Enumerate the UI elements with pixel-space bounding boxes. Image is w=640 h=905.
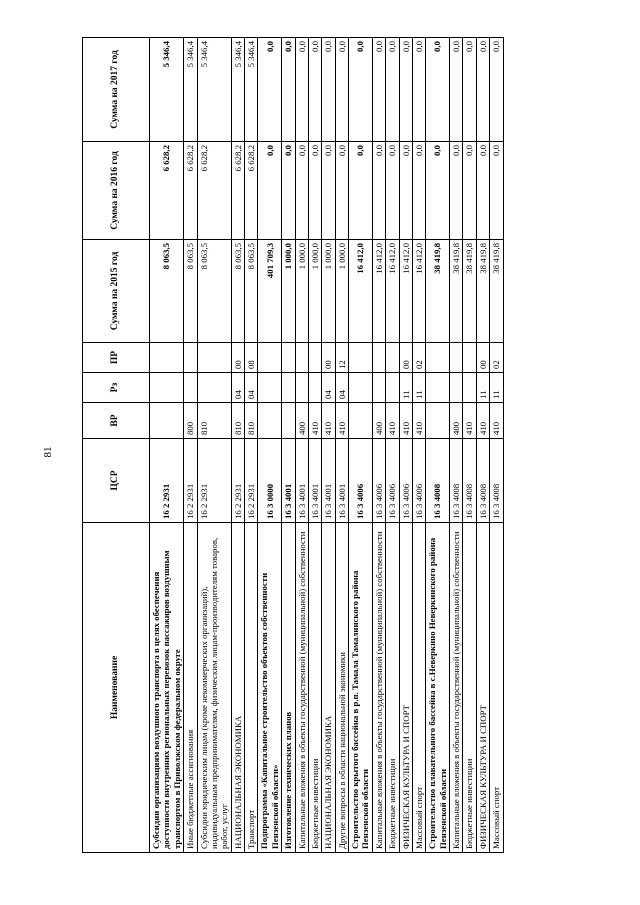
cell-sum-2016: 0,0 bbox=[282, 142, 295, 240]
cell-sum-2015: 16 412,0 bbox=[399, 240, 412, 343]
cell-sum-2017: 5 346,4 bbox=[245, 38, 258, 142]
cell-csr: 16 3 4001 bbox=[322, 439, 335, 523]
cell-name: Строительство плавательного бассейна в с.Неверкино Неверкинского района Пензенской области bbox=[426, 523, 450, 853]
column-header-csr: ЦСР bbox=[83, 439, 150, 523]
cell-csr: 16 2 2931 bbox=[231, 439, 244, 523]
cell-sum-2015: 38 419,8 bbox=[463, 240, 476, 343]
cell-vr: 410 bbox=[399, 403, 412, 439]
table-row bbox=[322, 38, 335, 853]
page-number: 81 bbox=[42, 446, 54, 458]
cell-csr: 16 3 4001 bbox=[335, 439, 348, 523]
cell-pr bbox=[372, 343, 385, 373]
cell-sum-2016: 0,0 bbox=[308, 142, 321, 240]
cell-vr: 410 bbox=[412, 403, 425, 439]
cell-sum-2015: 8 063,5 bbox=[197, 240, 231, 343]
cell-sum-2015: 1 000,0 bbox=[295, 240, 308, 343]
cell-csr: 16 3 4001 bbox=[295, 439, 308, 523]
cell-vr: 400 bbox=[372, 403, 385, 439]
cell-rz bbox=[308, 373, 321, 403]
cell-sum-2017: 0,0 bbox=[386, 38, 399, 142]
cell-sum-2017: 0,0 bbox=[412, 38, 425, 142]
cell-csr: 16 3 4008 bbox=[426, 439, 450, 523]
cell-sum-2017: 0,0 bbox=[349, 38, 373, 142]
cell-sum-2016: 0,0 bbox=[335, 142, 348, 240]
cell-sum-2016: 0,0 bbox=[426, 142, 450, 240]
cell-vr: 810 bbox=[245, 403, 258, 439]
cell-rz bbox=[426, 373, 450, 403]
table-row bbox=[295, 38, 308, 853]
table-row bbox=[386, 38, 399, 853]
cell-name: Транспорт bbox=[245, 523, 258, 853]
cell-vr: 410 bbox=[476, 403, 489, 439]
cell-rz bbox=[282, 373, 295, 403]
table-row bbox=[372, 38, 385, 853]
budget-table bbox=[82, 37, 504, 853]
table-row bbox=[412, 38, 425, 853]
cell-sum-2016: 0,0 bbox=[322, 142, 335, 240]
cell-sum-2017: 0,0 bbox=[308, 38, 321, 142]
table-row bbox=[258, 38, 282, 853]
cell-sum-2017: 0,0 bbox=[450, 38, 463, 142]
table-row bbox=[150, 38, 184, 853]
cell-sum-2016: 0,0 bbox=[476, 142, 489, 240]
cell-pr bbox=[463, 343, 476, 373]
cell-name: Капитальные вложения в объекты государственной (муниципальной) собственности bbox=[372, 523, 385, 853]
cell-sum-2015: 8 063,5 bbox=[231, 240, 244, 343]
cell-sum-2015: 1 000,0 bbox=[335, 240, 348, 343]
cell-rz bbox=[184, 373, 197, 403]
cell-name: Массовый спорт bbox=[412, 523, 425, 853]
cell-pr: 00 bbox=[476, 343, 489, 373]
cell-name: Изготовление технических планов bbox=[282, 523, 295, 853]
cell-sum-2015: 401 709,3 bbox=[258, 240, 282, 343]
cell-rz bbox=[450, 373, 463, 403]
cell-sum-2016: 0,0 bbox=[295, 142, 308, 240]
cell-vr: 410 bbox=[335, 403, 348, 439]
cell-pr bbox=[426, 343, 450, 373]
cell-sum-2015: 38 419,8 bbox=[450, 240, 463, 343]
cell-sum-2017: 0,0 bbox=[282, 38, 295, 142]
cell-rz: 04 bbox=[322, 373, 335, 403]
cell-csr: 16 3 4006 bbox=[399, 439, 412, 523]
cell-rz bbox=[258, 373, 282, 403]
cell-vr: 810 bbox=[231, 403, 244, 439]
cell-rz bbox=[295, 373, 308, 403]
cell-vr bbox=[426, 403, 450, 439]
cell-sum-2016: 0,0 bbox=[258, 142, 282, 240]
cell-sum-2016: 0,0 bbox=[412, 142, 425, 240]
cell-name: Бюджетные инвестиции bbox=[308, 523, 321, 853]
cell-vr bbox=[150, 403, 184, 439]
cell-rz bbox=[349, 373, 373, 403]
cell-vr: 400 bbox=[295, 403, 308, 439]
cell-vr: 410 bbox=[322, 403, 335, 439]
cell-pr: 00 bbox=[322, 343, 335, 373]
cell-csr: 16 3 4008 bbox=[490, 439, 503, 523]
cell-name: Капитальные вложения в объекты государственной (муниципальной) собственности bbox=[295, 523, 308, 853]
cell-sum-2016: 6 628,2 bbox=[150, 142, 184, 240]
cell-sum-2016: 0,0 bbox=[463, 142, 476, 240]
cell-sum-2016: 0,0 bbox=[450, 142, 463, 240]
cell-sum-2016: 6 628,2 bbox=[231, 142, 244, 240]
cell-rz: 11 bbox=[399, 373, 412, 403]
cell-sum-2017: 0,0 bbox=[295, 38, 308, 142]
cell-sum-2017: 0,0 bbox=[463, 38, 476, 142]
cell-name: ФИЗИЧЕСКАЯ КУЛЬТУРА И СПОРТ bbox=[399, 523, 412, 853]
cell-vr bbox=[349, 403, 373, 439]
cell-pr: 02 bbox=[412, 343, 425, 373]
cell-sum-2015: 1 000,0 bbox=[282, 240, 295, 343]
cell-sum-2017: 0,0 bbox=[322, 38, 335, 142]
cell-pr bbox=[258, 343, 282, 373]
table-row bbox=[426, 38, 450, 853]
table-row bbox=[349, 38, 373, 853]
cell-sum-2016: 0,0 bbox=[372, 142, 385, 240]
cell-sum-2017: 0,0 bbox=[258, 38, 282, 142]
cell-rz bbox=[150, 373, 184, 403]
cell-name: Строительство крытого бассейна в р.п. Тамала Тамалинского района Пензенской области bbox=[349, 523, 373, 853]
cell-sum-2015: 16 412,0 bbox=[412, 240, 425, 343]
cell-vr bbox=[282, 403, 295, 439]
table-row bbox=[450, 38, 463, 853]
cell-rz bbox=[463, 373, 476, 403]
cell-sum-2017: 0,0 bbox=[426, 38, 450, 142]
cell-rz bbox=[386, 373, 399, 403]
cell-sum-2016: 6 628,2 bbox=[245, 142, 258, 240]
cell-sum-2017: 5 346,4 bbox=[150, 38, 184, 142]
cell-sum-2015: 38 419,8 bbox=[490, 240, 503, 343]
table-row bbox=[184, 38, 197, 853]
cell-pr bbox=[308, 343, 321, 373]
cell-name: Иные бюджетные ассигнования bbox=[184, 523, 197, 853]
cell-sum-2017: 5 346,4 bbox=[184, 38, 197, 142]
cell-rz: 04 bbox=[335, 373, 348, 403]
cell-sum-2016: 0,0 bbox=[490, 142, 503, 240]
column-header-rz: Рз bbox=[83, 373, 150, 403]
cell-pr bbox=[197, 343, 231, 373]
cell-sum-2017: 0,0 bbox=[335, 38, 348, 142]
cell-vr: 400 bbox=[450, 403, 463, 439]
table-row bbox=[490, 38, 503, 853]
table-body bbox=[150, 38, 504, 853]
cell-sum-2015: 16 412,0 bbox=[349, 240, 373, 343]
cell-pr: 00 bbox=[231, 343, 244, 373]
cell-vr: 410 bbox=[386, 403, 399, 439]
cell-sum-2015: 1 000,0 bbox=[322, 240, 335, 343]
cell-sum-2017: 0,0 bbox=[372, 38, 385, 142]
cell-rz bbox=[197, 373, 231, 403]
cell-sum-2016: 0,0 bbox=[399, 142, 412, 240]
cell-rz bbox=[372, 373, 385, 403]
cell-name: Бюджетные инвестиции bbox=[463, 523, 476, 853]
table-row bbox=[231, 38, 244, 853]
cell-pr bbox=[295, 343, 308, 373]
cell-csr: 16 2 2931 bbox=[184, 439, 197, 523]
cell-vr: 410 bbox=[463, 403, 476, 439]
cell-name: Субсидии юридическим лицам (кроме некоммерческих организаций), индивидуальным предпринимателям, физическим лицам-производителям товаров, работ, услуг bbox=[197, 523, 231, 853]
cell-vr: 810 bbox=[197, 403, 231, 439]
cell-vr: 410 bbox=[308, 403, 321, 439]
cell-csr: 16 3 4008 bbox=[450, 439, 463, 523]
cell-name: Массовый спорт bbox=[490, 523, 503, 853]
cell-csr: 16 2 2931 bbox=[245, 439, 258, 523]
cell-pr bbox=[386, 343, 399, 373]
cell-pr: 12 bbox=[335, 343, 348, 373]
column-header-sum-2017: Сумма на 2017 год bbox=[83, 38, 150, 142]
cell-rz: 11 bbox=[412, 373, 425, 403]
column-header-sum-2015: Сумма на 2015 год bbox=[83, 240, 150, 343]
cell-csr: 16 3 4006 bbox=[386, 439, 399, 523]
cell-csr: 16 3 4008 bbox=[463, 439, 476, 523]
cell-rz: 04 bbox=[231, 373, 244, 403]
cell-csr: 16 3 4001 bbox=[282, 439, 295, 523]
column-header-pr: ПР bbox=[83, 343, 150, 373]
table-row bbox=[282, 38, 295, 853]
cell-csr: 16 3 4006 bbox=[412, 439, 425, 523]
cell-vr: 410 bbox=[490, 403, 503, 439]
table-row bbox=[308, 38, 321, 853]
cell-pr bbox=[150, 343, 184, 373]
table-row bbox=[335, 38, 348, 853]
cell-name: Субсидии организациям воздушного транспорта в целях обеспечения доступности внутренних региональных перевозок пассажиров воздушным транспортом в Приволжском федеральном округе bbox=[150, 523, 184, 853]
cell-sum-2017: 0,0 bbox=[476, 38, 489, 142]
cell-csr: 16 3 4008 bbox=[476, 439, 489, 523]
cell-name: Другие вопросы в области национальной экономики bbox=[335, 523, 348, 853]
cell-vr bbox=[258, 403, 282, 439]
table-row bbox=[399, 38, 412, 853]
cell-vr: 800 bbox=[184, 403, 197, 439]
cell-sum-2015: 8 063,5 bbox=[150, 240, 184, 343]
cell-sum-2015: 16 412,0 bbox=[372, 240, 385, 343]
cell-csr: 16 3 4006 bbox=[349, 439, 373, 523]
cell-csr: 16 3 4001 bbox=[308, 439, 321, 523]
cell-pr: 08 bbox=[245, 343, 258, 373]
cell-name: НАЦИОНАЛЬНАЯ ЭКОНОМИКА bbox=[231, 523, 244, 853]
cell-sum-2015: 8 063,5 bbox=[245, 240, 258, 343]
cell-name: Подпрограмма «Капитальное строительство объектов собственности Пензенской области» bbox=[258, 523, 282, 853]
cell-pr: 02 bbox=[490, 343, 503, 373]
cell-rz: 11 bbox=[476, 373, 489, 403]
table-row bbox=[463, 38, 476, 853]
cell-rz: 11 bbox=[490, 373, 503, 403]
rotated-table-container bbox=[82, 38, 562, 853]
cell-name: Бюджетные инвестиции bbox=[386, 523, 399, 853]
table-row bbox=[476, 38, 489, 853]
cell-sum-2016: 6 628,2 bbox=[197, 142, 231, 240]
cell-sum-2017: 5 346,4 bbox=[197, 38, 231, 142]
column-header-name: Наименование bbox=[83, 523, 150, 853]
cell-name: ФИЗИЧЕСКАЯ КУЛЬТУРА И СПОРТ bbox=[476, 523, 489, 853]
cell-sum-2015: 1 000,0 bbox=[308, 240, 321, 343]
cell-csr: 16 3 0000 bbox=[258, 439, 282, 523]
cell-pr bbox=[282, 343, 295, 373]
cell-sum-2015: 16 412,0 bbox=[386, 240, 399, 343]
cell-csr: 16 2 2931 bbox=[150, 439, 184, 523]
cell-csr: 16 2 2931 bbox=[197, 439, 231, 523]
cell-sum-2016: 0,0 bbox=[349, 142, 373, 240]
table-row bbox=[245, 38, 258, 853]
cell-sum-2015: 38 419,8 bbox=[426, 240, 450, 343]
cell-pr: 00 bbox=[399, 343, 412, 373]
cell-sum-2015: 38 419,8 bbox=[476, 240, 489, 343]
table-header-row bbox=[83, 38, 150, 853]
cell-name: Капитальные вложения в объекты государственной (муниципальной) собственности bbox=[450, 523, 463, 853]
cell-rz: 04 bbox=[245, 373, 258, 403]
column-header-vr: ВР bbox=[83, 403, 150, 439]
cell-csr: 16 3 4006 bbox=[372, 439, 385, 523]
cell-sum-2017: 0,0 bbox=[490, 38, 503, 142]
column-header-sum-2016: Сумма на 2016 год bbox=[83, 142, 150, 240]
cell-sum-2017: 5 346,4 bbox=[231, 38, 244, 142]
cell-name: НАЦИОНАЛЬНАЯ ЭКОНОМИКА bbox=[322, 523, 335, 853]
cell-sum-2016: 6 628,2 bbox=[184, 142, 197, 240]
table-row bbox=[197, 38, 231, 853]
cell-pr bbox=[450, 343, 463, 373]
cell-pr bbox=[349, 343, 373, 373]
cell-sum-2015: 8 063,5 bbox=[184, 240, 197, 343]
cell-pr bbox=[184, 343, 197, 373]
cell-sum-2016: 0,0 bbox=[386, 142, 399, 240]
cell-sum-2017: 0,0 bbox=[399, 38, 412, 142]
